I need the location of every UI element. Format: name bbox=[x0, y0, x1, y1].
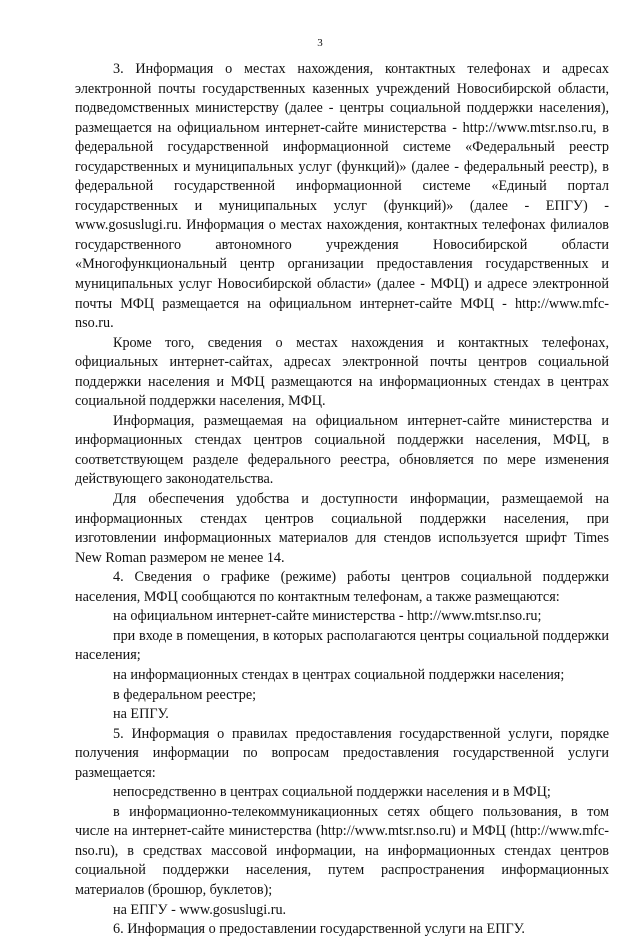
list-item-epgu: на ЕПГУ. bbox=[113, 706, 169, 723]
paragraph-4-schedule: 4. Сведения о графике (режиме) работы центров социальной поддержки населения, МФЦ сообщаются по контактным телефонам, а также размещаются: bbox=[75, 569, 609, 605]
list-item-federal-registry: в федеральном реестре; bbox=[113, 686, 257, 703]
list-item-telecom-networks: в информационно-телекоммуникационных сетях общего пользования, в том числе на интернет-сайте министерства (http://www.mtsr.nso.ru) и МФЦ (http://www.mfc-nso.ru), в средствах массовой информации, на информационных стендах центров социальной поддержки населения, путем распространения информационных материалов (брошюр, буклетов); bbox=[75, 803, 609, 898]
paragraph-3-info-locations: 3. Информация о местах нахождения, контактных телефонах и адресах электронной почты государственных казенных учреждений Новосибирской области, подведомственных министерству (далее - центры социальной поддержки населения), размещается на официальном интернет-сайте министерства - http://www.mtsr.nso.ru, в федеральной государственной информационной системе «Федеральный реестр государственных и муниципальных услуг (функций)» (далее - федеральный реестр), в федеральной государственной информационной системе «Единый портал государственных и муниципальных услуг (функций)» (далее - ЕПГУ) - www.gosuslugi.ru. Информация о местах нахождения, контактных телефонах филиалов государственного автономного учреждения Новосибирской области «Многофункциональный центр организации предоставления государственных и муниципальных услуг Новосибирской области» (далее - МФЦ) и адресе электронной почты МФЦ размещается на официальном интернет-сайте МФЦ - http://www.mfc-nso.ru. bbox=[75, 61, 609, 332]
list-item-epgu-gosuslugi: на ЕПГУ - www.gosuslugi.ru. bbox=[113, 901, 287, 918]
page-number: 3 bbox=[317, 37, 323, 49]
list-item-premises-entrance: при входе в помещения, в которых располагаются центры социальной поддержки населения; bbox=[75, 627, 609, 664]
list-item-ministry-site: на официальном интернет-сайте министерства - http://www.mtsr.nso.ru; bbox=[113, 608, 542, 625]
paragraph-info-update: Информация, размещаемая на официальном интернет-сайте министерства и информационных стендах центров социальной поддержки населения, МФЦ, в соответствующем разделе федерального реестра, обновляется по мере изменения действующего законодательства. bbox=[75, 412, 609, 488]
list-item-directly-centers: непосредственно в центрах социальной поддержки населения и в МФЦ; bbox=[113, 784, 551, 801]
paragraph-info-stands: Кроме того, сведения о местах нахождения и контактных телефонах, официальных интернет-сайтах, адресах электронной почты центров социальной поддержки населения и МФЦ размещаются на информационных стендах в центрах социальной поддержки населения, МФЦ. bbox=[75, 334, 609, 410]
paragraph-font-requirement: Для обеспечения удобства и доступности информации, размещаемой на информационных стендах центров социальной поддержки населения, при изготовлении информационных материалов для стендов используется шрифт Times New Roman размером не менее 14. bbox=[75, 491, 609, 566]
document-body bbox=[75, 60, 609, 940]
paragraph-5-rules: 5. Информация о правилах предоставления государственной услуги, порядке получения информации по вопросам предоставления государственной услуги размещается: bbox=[75, 725, 609, 781]
paragraph-6-epgu: 6. Информация о предоставлении государственной услуги на ЕПГУ. bbox=[113, 921, 525, 938]
list-item-info-stands: на информационных стендах в центрах социальной поддержки населения; bbox=[113, 666, 565, 683]
